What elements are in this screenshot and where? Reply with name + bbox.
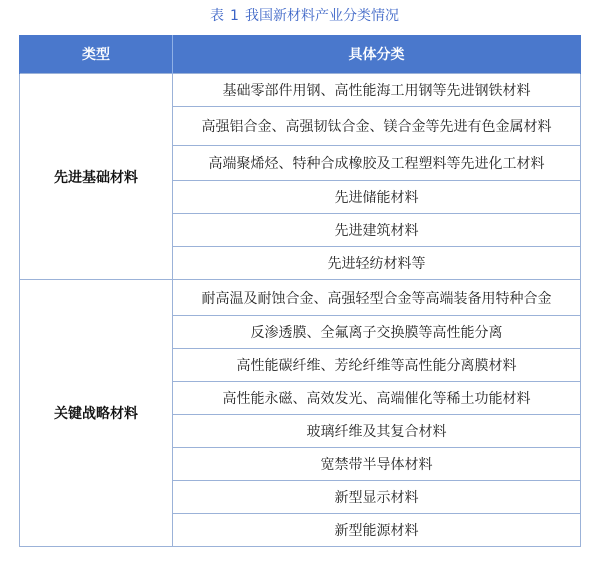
caption-label: 表: [210, 8, 225, 24]
item-cell: 高端聚烯烃、特种合成橡胶及工程塑料等先进化工材料: [173, 146, 581, 181]
header-type: 类型: [20, 35, 173, 74]
item-cell: 反渗透膜、全氟离子交换膜等高性能分离: [173, 316, 581, 349]
item-cell: 新型能源材料: [173, 514, 581, 547]
item-cell: 先进轻纺材料等: [173, 247, 581, 280]
table-caption: [0, 6, 609, 26]
classification-table: [19, 35, 581, 547]
header-row: [20, 35, 581, 74]
header-detail: 具体分类: [173, 35, 581, 74]
item-cell: 新型显示材料: [173, 481, 581, 514]
item-cell: 高强铝合金、高强韧钛合金、镁合金等先进有色金属材料: [173, 107, 581, 146]
table-row: [20, 280, 581, 316]
item-cell: 玻璃纤维及其复合材料: [173, 415, 581, 448]
item-cell: 先进储能材料: [173, 181, 581, 214]
item-cell: 先进建筑材料: [173, 214, 581, 247]
caption-title: 我国新材料产业分类情况: [244, 8, 399, 24]
item-cell: 基础零部件用钢、高性能海工用钢等先进钢铁材料: [173, 74, 581, 107]
item-cell: 高性能碳纤维、芳纶纤维等高性能分离膜材料: [173, 349, 581, 382]
item-cell: 耐高温及耐蚀合金、高强轻型合金等高端装备用特种合金: [173, 280, 581, 316]
category-cell: 先进基础材料: [20, 74, 173, 280]
table-row: [20, 74, 581, 107]
category-cell: 关键战略材料: [20, 280, 173, 547]
item-cell: 高性能永磁、高效发光、高端催化等稀土功能材料: [173, 382, 581, 415]
item-cell: 宽禁带半导体材料: [173, 448, 581, 481]
caption-number: 1: [230, 8, 239, 24]
